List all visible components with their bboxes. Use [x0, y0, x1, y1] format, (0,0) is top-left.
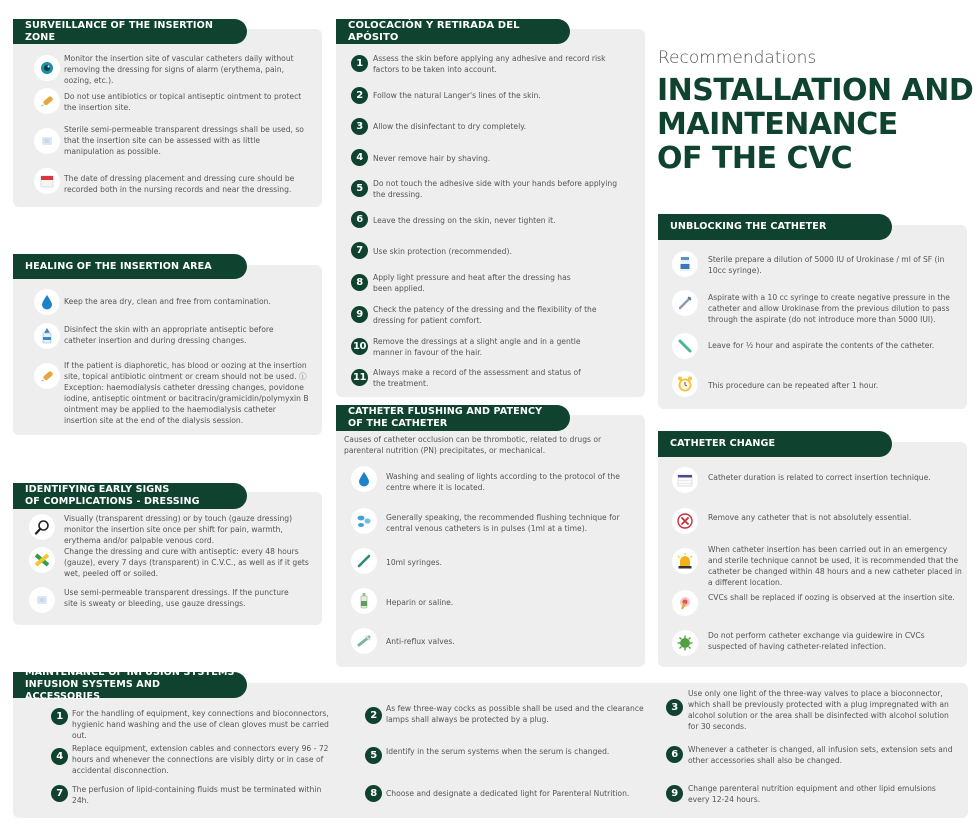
step-number-badge: 6: [351, 211, 368, 228]
surveillance-item-text: Monitor the insertion site of vascular catheters daily without removing the dressing for signs of alarm (erythema, pain, oozing, etc.).: [64, 54, 294, 85]
surveillance-item-text: The date of dressing placement and dressing cure should be recorded both in the nursing records and near the dressing.: [64, 174, 295, 194]
healing-item-text: Disinfect the skin with an appropriate antiseptic before catheter insertion and during dressing changes.: [64, 325, 274, 345]
infusion-step-text: Use only one light of the three-way valves to place a bioconnector, which shall be previously protected with a plug impregnated with an alcohol solution or the area shall be disinfected with alcohol solution for 30 seconds.: [688, 689, 949, 731]
catheter-change-heading: CATHETER CHANGE: [658, 431, 892, 457]
early-signs-heading-line: OF COMPLICATIONS - DRESSING: [25, 496, 200, 507]
step-number-badge: 1: [51, 708, 68, 725]
step-number-badge: 6: [666, 746, 683, 763]
placement-step-text: Do not touch the adhesive side with your hands before applying the dressing.: [373, 179, 618, 199]
early-signs-heading: [13, 483, 247, 509]
placement-step-text: Leave the dressing on the skin, never tighten it.: [373, 216, 556, 225]
catheter-change-item-text: CVCs shall be replaced if oozing is observed at the insertion site.: [708, 593, 955, 602]
step-number-badge: 7: [351, 242, 368, 259]
infusion-step-text: Replace equipment, extension cables and connectors every 96 - 72 hours and whenever the connections are visibly dirty or in case of accidental disconnection.: [72, 744, 329, 775]
step-number-badge: 8: [351, 274, 368, 291]
flushing-heading-line: CATHETER FLUSHING AND PATENCY: [348, 406, 543, 417]
early-signs-heading-line: IDENTIFYING EARLY SIGNS: [25, 484, 170, 495]
catheter-change-item-text: Remove any catheter that is not absolutely essential.: [708, 513, 912, 522]
page-title-line: MAINTENANCE: [657, 107, 898, 142]
page-title: [657, 74, 973, 176]
infusion-step-text: For the handling of equipment, key connections and bioconnectors, hygienic hand washing and the use of clean gloves must be carried out.: [72, 709, 329, 740]
placement-step-text: Apply light pressure and heat after the dressing has been applied.: [373, 273, 571, 293]
eye-icon: [34, 55, 60, 81]
flushing-item-text: Washing and sealing of lights according to the protocol of the centre where it is located.: [386, 472, 620, 492]
flushing-heading: [336, 405, 570, 431]
infusion-heading: [13, 667, 247, 702]
syringe-green-icon: [672, 333, 698, 359]
early-signs-item-text: Use semi-permeable transparent dressings. If the puncture site is sweaty or bleeding, use gauze dressings.: [64, 588, 289, 608]
step-number-badge: 2: [365, 707, 382, 724]
saline-bottle-icon: [351, 588, 377, 614]
antiseptic-bottle-icon: [34, 323, 60, 349]
surveillance-item-text: Sterile semi-permeable transparent dressings shall be used, so that the insertion site can be assessed with as little manipulation as possible.: [64, 125, 304, 156]
water-drop-icon: [351, 466, 377, 492]
cross-dressing-icon: [29, 547, 55, 573]
placement-step-text: Never remove hair by shaving.: [373, 154, 491, 163]
page-title-line: OF THE CVC: [657, 141, 853, 176]
catheter-change-item-text: Do not perform catheter exchange via guidewire in CVCs suspected of having catheter-related infection.: [708, 631, 925, 651]
flushing-heading-line: OF THE CATHETER: [348, 418, 448, 429]
infusion-step-text: The perfusion of lipid-containing fluids must be terminated within 24h.: [72, 785, 322, 805]
placement-step-text: Remove the dressings at a slight angle and in a gentle manner in favour of the hair.: [373, 337, 581, 357]
step-number-badge: 3: [351, 118, 368, 135]
surveillance-item-text: Do not use antibiotics or topical antiseptic ointment to protect the insertion site.: [64, 92, 302, 112]
water-drop-icon: [34, 289, 60, 315]
flushing-item-text: Anti-reflux valves.: [386, 637, 455, 646]
infusion-heading-line: INFUSION SYSTEMS AND ACCESSORIES: [25, 679, 161, 702]
pulse-drops-icon: [351, 508, 377, 534]
bandage-icon: [34, 363, 60, 389]
step-number-badge: 5: [351, 180, 368, 197]
surveillance-heading: SURVEILLANCE OF THE INSERTION ZONE: [13, 19, 247, 44]
syringe-icon: [351, 548, 377, 574]
flushing-intro: Causes of catheter occlusion can be thrombotic, related to drugs or parenteral nutrition (PN) precipitates, or mechanical.: [344, 435, 602, 455]
healing-heading: HEALING OF THE INSERTION AREA: [13, 254, 247, 279]
emergency-light-icon: [672, 548, 698, 574]
early-signs-item-text: Visually (transparent dressing) or by touch (gauze dressing) monitor the insertion site once per shift for pain, warmth, erythema and/or palpable venous cord.: [64, 514, 293, 545]
placement-step-text: Follow the natural Langer's lines of the skin.: [373, 91, 541, 100]
vial-icon: [672, 251, 698, 277]
infusion-step-text: Identify in the serum systems when the serum is changed.: [386, 747, 610, 756]
step-number-badge: 10: [351, 338, 368, 355]
step-number-badge: 4: [351, 149, 368, 166]
step-number-badge: 4: [51, 748, 68, 765]
infusion-step-text: Choose and designate a dedicated light for Parenteral Nutrition.: [386, 789, 630, 798]
calendar-icon: [34, 168, 60, 194]
unblocking-item-text: Leave for ½ hour and aspirate the contents of the catheter.: [708, 341, 935, 350]
page-title-line: INSTALLATION AND: [657, 73, 974, 108]
unblocking-item-text: This procedure can be repeated after 1 hour.: [708, 381, 879, 390]
dressing-icon: [29, 587, 55, 613]
syringe-icon: [672, 290, 698, 316]
unblocking-heading: UNBLOCKING THE CATHETER: [658, 214, 892, 240]
magnifier-icon: [29, 514, 55, 540]
flushing-item-text: Heparin or saline.: [386, 598, 454, 607]
dressing-icon: [34, 128, 60, 154]
remove-x-icon: [672, 508, 698, 534]
healing-item-text: If the patient is diaphoretic, has blood or oozing at the insertion site, topical antibiotic ointment or cream should not be used. ⓘ Exception: haemodialysis catheter dressing changes, povidone iodine, antiseptic ointment or bacitracin/gramicidin/polymyxin B ointment may be applied to the haemodialysis catheter insertion site at the end of the dialysis session.: [64, 361, 309, 425]
healing-item-text: Keep the area dry, clean and free from contamination.: [64, 297, 271, 306]
placement-heading: COLOCACIÓN Y RETIRADA DEL APÓSITO: [336, 19, 570, 44]
infusion-step-text: Whenever a catheter is changed, all infusion sets, extension sets and other accessories shall also be changed.: [688, 745, 953, 765]
placement-step-text: Always make a record of the assessment and status of the treatment.: [373, 368, 581, 388]
step-number-badge: 5: [365, 747, 382, 764]
placement-step-text: Check the patency of the dressing and the flexibility of the dressing for patient comfort.: [373, 305, 597, 325]
infusion-step-text: As few three-way cocks as possible shall be used and the clearance lamps shall always be protected by a plug.: [386, 704, 644, 724]
catheter-change-item-text: Catheter duration is related to correct insertion technique.: [708, 473, 931, 482]
step-number-badge: 9: [351, 306, 368, 323]
subtitle: Recommendations: [658, 48, 817, 68]
bandage-icon: [34, 88, 60, 114]
flushing-item-text: Generally speaking, the recommended flushing technique for central venous catheters is in pulses (1ml at a time).: [386, 513, 620, 533]
placement-step-text: Allow the disinfectant to dry completely.: [373, 122, 527, 131]
alarm-clock-icon: [672, 371, 698, 397]
flushing-item-text: 10ml syringes.: [386, 558, 442, 567]
calendar-grid-icon: [672, 467, 698, 493]
oozing-site-icon: [672, 590, 698, 616]
infusion-heading-line: MAINTENANCE OF INFUSION SYSTEMS: [25, 667, 235, 678]
step-number-badge: 2: [351, 87, 368, 104]
valve-icon: [351, 628, 377, 654]
unblocking-item-text: Sterile prepare a dilution of 5000 IU of Urokinase / ml of SF (in 10cc syringe).: [708, 255, 945, 275]
step-number-badge: 11: [351, 369, 368, 386]
early-signs-item-text: Change the dressing and cure with antiseptic: every 48 hours (gauze), every 7 days (transparent) in C.V.C., as well as if it gets wet, peeled off or soiled.: [64, 547, 309, 578]
unblocking-item-text: Aspirate with a 10 cc syringe to create negative pressure in the catheter and allow Urokinase from the previous dilution to pass through the aspirate (do not introduce more than 5000 IUI).: [708, 293, 950, 324]
bacteria-icon: [672, 630, 698, 656]
placement-step-text: Assess the skin before applying any adhesive and record risk factors to be taken into account.: [373, 54, 606, 74]
step-number-badge: 8: [365, 785, 382, 802]
infusion-step-text: Change parenteral nutrition equipment and other lipid emulsions every 12-24 hours.: [688, 784, 936, 804]
catheter-change-item-text: When catheter insertion has been carried out in an emergency and sterile technique cannot be used, it is recommended that the catheter be changed within 48 hours and a new catheter placed in a different location.: [708, 545, 962, 587]
step-number-badge: 3: [666, 699, 683, 716]
placement-step-text: Use skin protection (recommended).: [373, 247, 512, 256]
step-number-badge: 7: [51, 785, 68, 802]
step-number-badge: 1: [351, 55, 368, 72]
step-number-badge: 9: [666, 785, 683, 802]
